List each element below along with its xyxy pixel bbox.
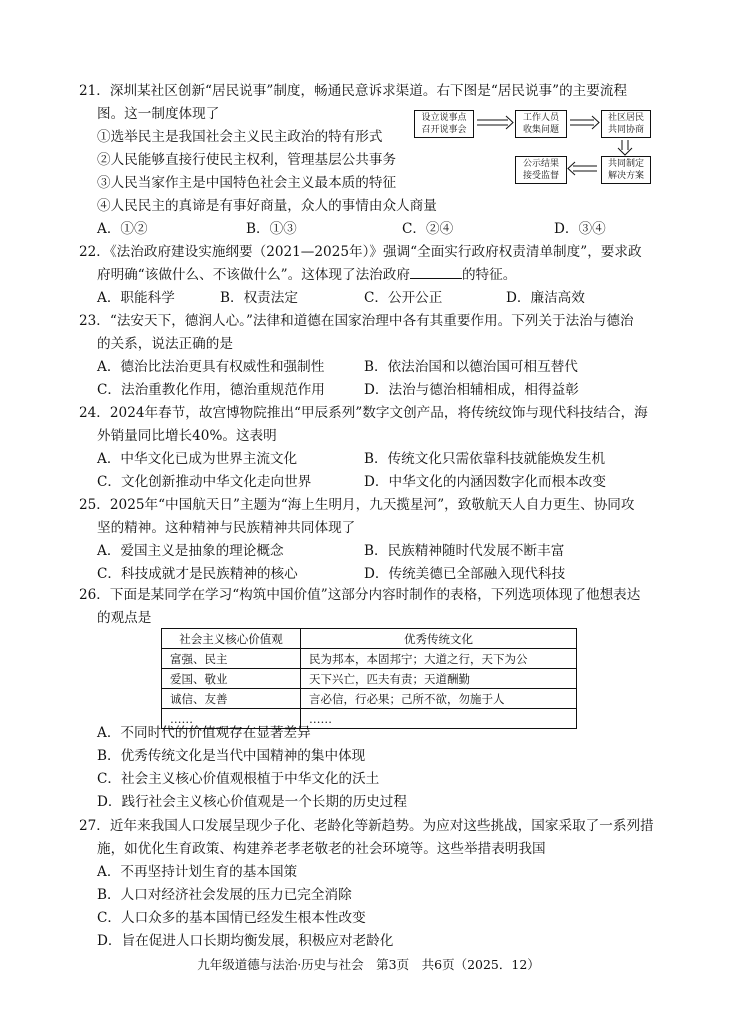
question-21-item-1: ①选举民主是我国社会主义民主政治的特有形式 xyxy=(97,129,383,145)
question-26-option-b[interactable]: B．优秀传统文化是当代中国精神的集中体现 xyxy=(97,748,366,764)
question-26 xyxy=(79,584,640,630)
question-24 xyxy=(79,402,648,494)
table-row xyxy=(162,689,577,709)
question-25-stem-line2: 坚的精神。这种精神与民族精神共同体现了 xyxy=(97,520,356,536)
table-cell: 爱国、敬业 xyxy=(162,669,301,689)
flow-box-2-label: 工作人员 收集问题 xyxy=(522,113,559,135)
question-26-options xyxy=(79,722,407,814)
question-27-option-a[interactable]: A．不再坚持计划生育的基本国策 xyxy=(97,864,298,880)
question-26-option-a[interactable]: A．不同时代的价值观存在显著差异 xyxy=(97,725,311,741)
flow-box-1-label: 设立说事点 召开说事会 xyxy=(421,113,467,135)
question-26-option-d[interactable]: D．践行社会主义核心价值观是一个长期的历史过程 xyxy=(97,794,407,810)
question-26-option-c[interactable]: C．社会主义核心价值观根植于中华文化的沃土 xyxy=(97,771,380,787)
arrow-right-2-icon xyxy=(570,120,594,125)
arrow-down-icon xyxy=(622,140,628,150)
arrow-left-icon xyxy=(573,166,597,171)
table-cell: …… xyxy=(301,709,577,729)
core-values-table xyxy=(161,628,577,729)
question-21-item-3: ③人民当家作主是中国特色社会主义最本质的特征 xyxy=(97,175,397,191)
table-cell: 言必信，行必果；己所不欲，勿施于人 xyxy=(301,689,577,709)
question-27-option-b[interactable]: B．人口对经济社会发展的压力已完全消除 xyxy=(97,887,352,903)
table-cell: 天下兴亡，匹夫有责；天道酬勤 xyxy=(301,669,577,689)
flow-box-3-label: 社区居民 共同协商 xyxy=(607,113,644,135)
question-24-option-c[interactable]: C．文化创新推动中华文化走向世界 xyxy=(97,474,312,490)
table-header-core-values: 社会主义核心价值观 xyxy=(162,629,301,649)
question-27-stem-line2: 施，如优化生育政策、构建养老孝老敬老的社会环境等。这些举措表明我国 xyxy=(97,841,546,857)
question-22-stem-line2a: 府明确“该做什么、不该做什么”。这体现了法治政府 xyxy=(97,267,410,283)
table-header-row xyxy=(162,629,577,649)
question-25-option-d[interactable]: D．传统美德已全部融入现代科技 xyxy=(364,566,566,582)
question-23-option-d[interactable]: D．法治与德治相辅相成，相得益彰 xyxy=(364,382,579,398)
question-22-option-d[interactable]: D．廉洁高效 xyxy=(506,290,585,306)
question-26-stem-line2: 的观点是 xyxy=(97,610,152,626)
question-21-stem-line2: 图。这一制度体现了 xyxy=(97,106,220,122)
table-cell: 民为邦本，本固邦宁；大道之行，天下为公 xyxy=(301,649,577,669)
flow-box-4-label: 共同制定 解决方案 xyxy=(607,159,644,181)
flow-box-5-label: 公示结果 接受监督 xyxy=(522,159,559,181)
question-25-stem-line1: 25．2025年“中国航天日”主题为“海上生明月，九天揽星河”，致敬航天人自力更生、协同攻 xyxy=(79,497,635,513)
question-23 xyxy=(79,310,634,402)
question-21-option-d[interactable]: D．③④ xyxy=(554,221,606,237)
table-row xyxy=(162,649,577,669)
question-27 xyxy=(79,815,654,953)
question-22-option-b[interactable]: B．权责法定 xyxy=(220,290,298,306)
question-25-option-b[interactable]: B．民族精神随时代发展不断丰富 xyxy=(364,543,565,559)
flowchart-arrows xyxy=(414,108,718,190)
question-25-option-c[interactable]: C．科技成就才是民族精神的核心 xyxy=(97,566,298,582)
question-23-stem-line2: 的关系，说法正确的是 xyxy=(97,336,233,352)
question-23-option-b[interactable]: B．依法治国和以德治国可相互替代 xyxy=(364,359,578,375)
table-cell: …… xyxy=(162,709,301,729)
question-27-option-c[interactable]: C．人口众多的基本国情已经发生根本性改变 xyxy=(97,910,366,926)
question-27-option-d[interactable]: D．旨在促进人口长期均衡发展，积极应对老龄化 xyxy=(97,933,394,949)
question-21-stem-line1: 21．深圳某社区创新“居民说事”制度，畅通民意诉求渠道。右下图是“居民说事”的主要流程 xyxy=(79,83,628,99)
question-22-stem-line1: 22．《法治政府建设实施纲要（2021—2025年）》强调“全面实行政府权责清单制度”，要求政 xyxy=(79,244,642,260)
answer-blank xyxy=(410,264,462,279)
table-cell: 诚信、友善 xyxy=(162,689,301,709)
question-23-option-c[interactable]: C．法治重教化作用，德治重规范作用 xyxy=(97,382,325,398)
question-22-stem-line2b: 的特征。 xyxy=(461,267,517,283)
question-25-option-a[interactable]: A．爱国主义是抽象的理论概念 xyxy=(97,543,284,559)
question-21-option-a[interactable]: A．①② xyxy=(97,221,148,237)
question-26-stem-line1: 26．下面是某同学在学习“构筑中国价值”这部分内容时制作的表格，下列选项体现了他想表达 xyxy=(79,587,641,603)
question-24-option-b[interactable]: B．传统文化只需依靠科技就能焕发生机 xyxy=(364,451,606,467)
question-25 xyxy=(79,494,634,586)
arrow-right-1-icon xyxy=(477,120,508,125)
resident-talk-flowchart xyxy=(414,108,718,190)
question-22-option-a[interactable]: A．职能科学 xyxy=(97,290,175,306)
question-24-option-a[interactable]: A．中华文化已成为世界主流文化 xyxy=(97,451,298,467)
table-cell: 富强、民主 xyxy=(162,649,301,669)
question-21-item-4: ④人民民主的真谛是有事好商量，众人的事情由众人商量 xyxy=(97,198,437,214)
question-21-option-b[interactable]: B．①③ xyxy=(246,221,297,237)
question-24-stem-line1: 24．2024年春节，故宫博物院推出“甲辰系列”数字文创产品，将传统纹饰与现代科技结合，海 xyxy=(79,405,648,421)
question-21-option-c[interactable]: C．②④ xyxy=(402,221,454,237)
question-24-option-d[interactable]: D．中华文化的内涵因数字化而根本改变 xyxy=(364,474,606,490)
question-22-option-c[interactable]: C．公开公正 xyxy=(364,290,443,306)
table-header-traditional-culture: 优秀传统文化 xyxy=(301,629,577,649)
table-row xyxy=(162,669,577,689)
page-footer: 九年级道德与法治·历史与社会 第3页 共6页（2025．12） xyxy=(197,957,540,972)
question-23-stem-line1: 23．“法安天下，德润人心。”法律和道德在国家治理中各有其重要作用。下列关于法治与德治 xyxy=(79,313,634,329)
question-24-stem-line2: 外销量同比增长40%。这表明 xyxy=(97,428,277,444)
question-27-stem-line1: 27．近年来我国人口发展呈现少子化、老龄化等新趋势。为应对这些挑战，国家采取了一系列措 xyxy=(79,818,654,834)
question-23-option-a[interactable]: A．德治比法治更具有权威性和强制性 xyxy=(97,359,325,375)
question-22 xyxy=(79,241,642,310)
question-21-item-2: ②人民能够直接行使民主权利，管理基层公共事务 xyxy=(97,152,397,168)
